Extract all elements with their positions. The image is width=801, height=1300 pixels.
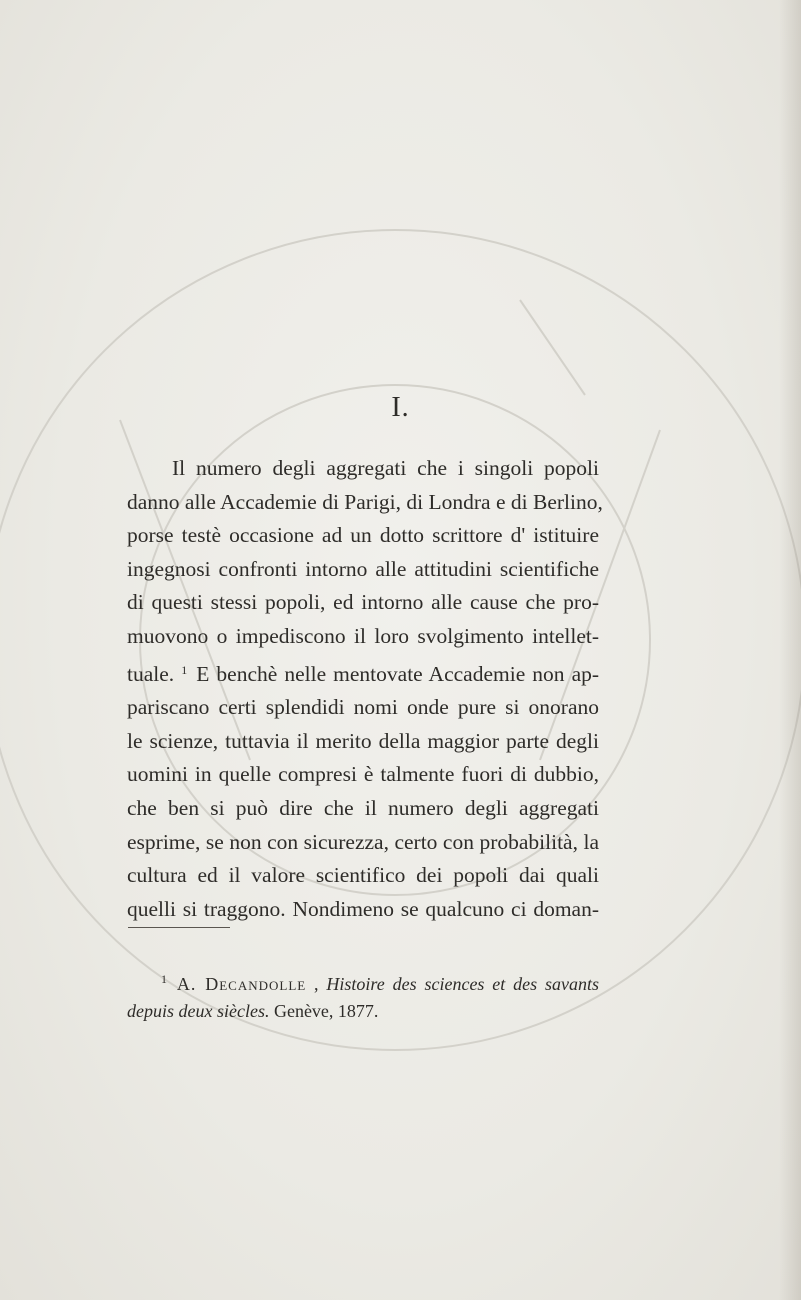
footnote-author: A. Decandolle [176, 974, 307, 994]
text-line: esprime, se non con sicurezza, certo con probabilità, la [127, 829, 599, 854]
text-line: danno alle Accademie di Parigi, di Londra e di Berlino, [127, 489, 603, 514]
footnote-place-year: Genève, 1877. [269, 1001, 379, 1021]
footnote-line [127, 966, 599, 998]
body-paragraph [127, 452, 603, 926]
text-line: le scienze, tuttavia il merito della maggior parte degli [127, 728, 599, 753]
text-line: muovono o impediscono il loro svolgimento intellet- [127, 623, 599, 648]
footnote-line [127, 998, 599, 1025]
text-fragment: tuale. [127, 661, 175, 686]
text-line: uomini in quelle compresi è talmente fuori di dubbio, [127, 762, 599, 787]
footnote-title-cont: depuis deux siècles. [127, 1001, 270, 1021]
text-line: cultura ed il valore scientifico dei popoli dai quali [127, 863, 599, 888]
footnote-separator [128, 927, 230, 928]
text-line: Il numero degli aggregati che i singoli popoli [172, 456, 599, 480]
text-fragment: E benchè nelle mentovate Accademie non ap- [196, 661, 600, 686]
text-line: di questi stessi popoli, ed intorno alle cause che pro- [127, 590, 599, 615]
chapter-heading: I. [391, 392, 410, 423]
text-line: porse testè occasione ad un dotto scrittore d' istituire [127, 523, 599, 548]
footnote [127, 966, 599, 1025]
footnote-title: Histoire des sciences et des savants [326, 974, 599, 994]
footnote-number: 1 [161, 972, 167, 986]
footnote-reference: 1 [181, 662, 188, 677]
text-line: che ben si può dire che il numero degli aggregati [127, 795, 599, 820]
text-line: quelli si traggono. Nondimeno se qualcuno ci doman- [127, 896, 599, 921]
text-line: pariscano certi splendidi nomi onde pure si onorano [127, 695, 599, 720]
text-line-with-note [127, 654, 599, 692]
footnote-separator-text: , [306, 974, 327, 994]
text-line: ingegnosi confronti intorno alle attitudini scientifiche [127, 556, 599, 581]
page-edge-shadow [779, 0, 801, 1300]
